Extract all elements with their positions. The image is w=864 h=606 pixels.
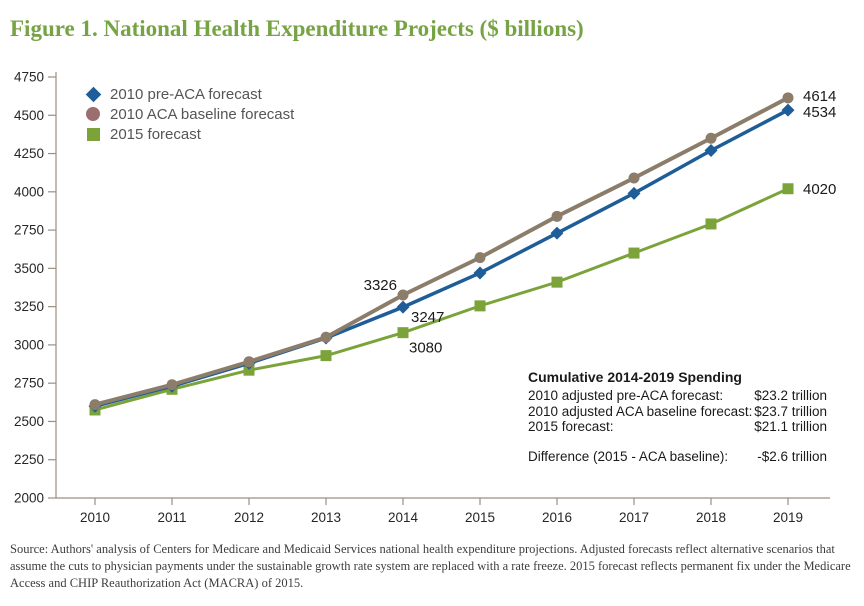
source-note: Source: Authors' analysis of Centers for Medicare and Medicaid Services national health expenditure projections. Adjusted forecasts reflect alternative scenarios that assume the cuts to physician payments under the sustainable growth rate system are replaced with a rate freeze. 2015 forecast reflects permanent fix under the Medicare Access and CHIP Reauthorization Act (MACRA) of 2015. — [10, 542, 851, 590]
legend-item-2015-forecast — [84, 124, 294, 144]
y-tick-label: 2250 — [13, 452, 44, 468]
circle-data-marker — [398, 290, 409, 301]
summary-row — [528, 388, 827, 404]
legend-label: 2010 ACA baseline forecast — [110, 105, 295, 123]
summary-rows — [528, 388, 827, 435]
circle-marker-icon — [84, 105, 102, 123]
diamond-data-marker — [705, 144, 718, 157]
circle-data-marker — [552, 211, 563, 222]
x-tick-label: 2012 — [233, 510, 265, 525]
y-tick-label: 4000 — [13, 184, 44, 200]
x-tick-label: 2014 — [387, 510, 419, 525]
x-tick-label: 2018 — [695, 510, 727, 525]
figure-title: Figure 1. National Health Expenditure Projects ($ billions) — [10, 16, 584, 41]
x-tick-label: 2017 — [618, 510, 650, 525]
summary-row — [528, 404, 827, 420]
diamond-data-marker — [551, 227, 564, 240]
series-line-0 — [95, 110, 788, 406]
x-tick-label: 2019 — [772, 510, 804, 525]
x-tick-label: 2015 — [464, 510, 496, 525]
y-tick-label: 2750 — [13, 375, 44, 391]
y-tick-label: 2500 — [13, 413, 44, 429]
circle-data-marker — [167, 379, 178, 390]
summary-difference-value: -$2.6 trillion — [757, 448, 827, 464]
legend-label: 2010 pre-ACA forecast — [110, 85, 262, 103]
circle-data-marker — [475, 252, 486, 263]
diamond-data-marker — [474, 266, 487, 279]
square-marker-icon — [84, 125, 102, 143]
square-data-marker — [706, 218, 717, 229]
chart-legend — [84, 84, 294, 144]
summary-difference-row — [528, 449, 827, 465]
point-value-label: 4020 — [803, 180, 837, 198]
square-data-marker — [783, 183, 794, 194]
summary-row-label: 2010 adjusted ACA baseline forecast: — [528, 403, 753, 419]
point-value-label: 3247 — [411, 309, 445, 327]
square-data-marker — [321, 350, 332, 361]
y-tick-label: 3000 — [13, 337, 44, 353]
summary-row-value: $21.1 trillion — [754, 419, 827, 434]
square-data-marker — [475, 300, 486, 311]
y-tick-label: 4500 — [13, 107, 44, 123]
circle-data-marker — [90, 399, 101, 410]
x-tick-label: 2016 — [541, 510, 573, 525]
x-tick-label: 2010 — [79, 510, 111, 525]
diamond-data-marker — [397, 301, 410, 314]
summary-difference-label: Difference (2015 - ACA baseline): — [528, 448, 729, 464]
square-data-marker — [629, 248, 640, 259]
summary-row — [528, 419, 827, 435]
legend-item-aca-baseline — [84, 104, 294, 124]
square-data-marker — [552, 277, 563, 288]
summary-box — [528, 369, 827, 464]
diamond-data-marker — [628, 187, 641, 200]
x-tick-label: 2013 — [310, 510, 342, 525]
circle-data-marker — [629, 173, 640, 184]
summary-row-label: 2015 forecast: — [528, 419, 614, 434]
legend-item-pre-aca — [84, 84, 294, 104]
circle-data-marker — [783, 92, 794, 103]
legend-label: 2015 forecast — [110, 125, 201, 143]
square-data-marker — [398, 327, 409, 338]
y-tick-label: 3500 — [13, 260, 44, 276]
circle-data-marker — [706, 133, 717, 144]
circle-data-marker — [321, 332, 332, 343]
summary-row-value: $23.7 trillion — [754, 403, 827, 419]
y-tick-label: 2750 — [13, 222, 44, 238]
y-tick-label: 4250 — [13, 146, 44, 162]
diamond-data-marker — [782, 104, 795, 117]
summary-row-value: $23.2 trillion — [754, 388, 827, 403]
circle-data-marker — [244, 356, 255, 367]
y-tick-label: 2000 — [13, 490, 44, 506]
summary-title: Cumulative 2014-2019 Spending — [528, 369, 742, 385]
point-value-label: 4534 — [803, 104, 837, 122]
x-tick-label: 2011 — [157, 510, 187, 525]
y-tick-label: 4750 — [13, 69, 44, 85]
summary-row-label: 2010 adjusted pre-ACA forecast: — [528, 388, 724, 403]
point-value-label: 3326 — [363, 277, 397, 295]
point-value-label: 3080 — [409, 339, 443, 357]
diamond-marker-icon — [84, 85, 102, 103]
y-tick-label: 3250 — [13, 299, 44, 315]
point-value-label: 4614 — [803, 87, 837, 105]
